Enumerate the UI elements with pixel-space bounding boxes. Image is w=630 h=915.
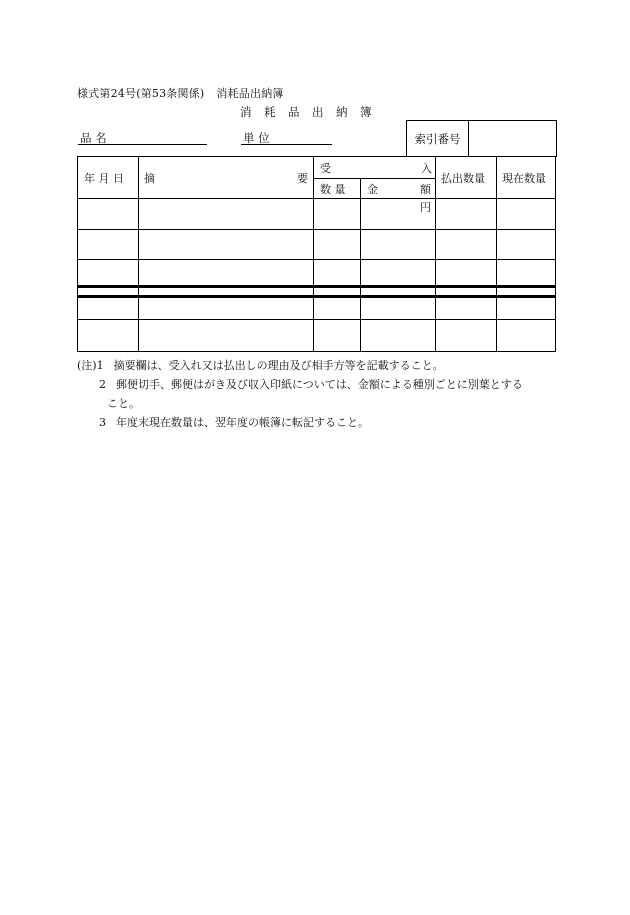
index-number-field[interactable]	[469, 121, 556, 157]
unit-field[interactable]	[241, 144, 332, 145]
row-divider	[78, 259, 555, 260]
unit-label: 単 位	[243, 131, 270, 145]
notes	[77, 356, 523, 432]
note-3	[77, 413, 523, 432]
note-2-num: 2	[99, 378, 106, 391]
index-number-box	[406, 120, 557, 157]
col-current: 現在数量	[502, 172, 546, 185]
note-2-text: 郵便切手、郵便はがき及び収入印紙については、金額による種別ごとに別葉とする	[116, 378, 523, 391]
col-receipt-left: 受	[320, 162, 331, 175]
title-char: 消	[240, 105, 252, 119]
page-title	[240, 104, 384, 120]
form-code: 様式第24号(第53条関係)	[77, 87, 205, 100]
col-quantity: 数 量	[320, 183, 346, 196]
col-amount-right: 額	[420, 183, 431, 196]
note-1	[77, 356, 523, 375]
form-name: 消耗品出納簿	[216, 87, 284, 100]
col-receipt-right: 入	[421, 162, 432, 175]
double-line	[77, 295, 556, 298]
title-char: 納	[336, 105, 348, 119]
title-char: 耗	[264, 105, 276, 119]
row-divider	[78, 198, 555, 199]
note-prefix: (注)1	[77, 359, 104, 372]
col-amount: 金	[367, 183, 378, 196]
title-char: 品	[288, 105, 300, 119]
row-divider	[313, 178, 435, 179]
col-divider	[496, 157, 497, 351]
col-summary-right: 要	[297, 172, 308, 185]
row-divider	[78, 319, 555, 320]
note-2-cont: こと。	[107, 397, 140, 410]
note-1-text: 摘要欄は、受入れ又は払出しの理由及び相手方等を記載すること。	[113, 359, 444, 372]
item-name-field[interactable]	[78, 144, 207, 145]
col-payout: 払出数量	[441, 172, 485, 185]
col-divider	[435, 157, 436, 351]
note-2	[77, 375, 523, 394]
title-char: 出	[312, 105, 324, 119]
item-name-label: 品 名	[80, 131, 107, 145]
row-divider	[78, 229, 555, 230]
note-3-text: 年度末現在数量は、翌年度の帳簿に転記すること。	[116, 416, 369, 429]
yen-unit: 円	[420, 201, 431, 214]
double-line	[77, 285, 556, 288]
title-char: 簿	[360, 105, 372, 119]
ledger-table	[77, 156, 556, 352]
col-divider	[360, 178, 361, 351]
col-divider	[138, 157, 139, 351]
col-date: 年 月 日	[84, 172, 124, 185]
col-divider	[313, 157, 314, 351]
col-summary-left: 摘	[144, 172, 155, 185]
form-label	[77, 85, 284, 101]
note-3-num: 3	[99, 416, 106, 429]
index-number-label: 索引番号	[414, 132, 461, 146]
